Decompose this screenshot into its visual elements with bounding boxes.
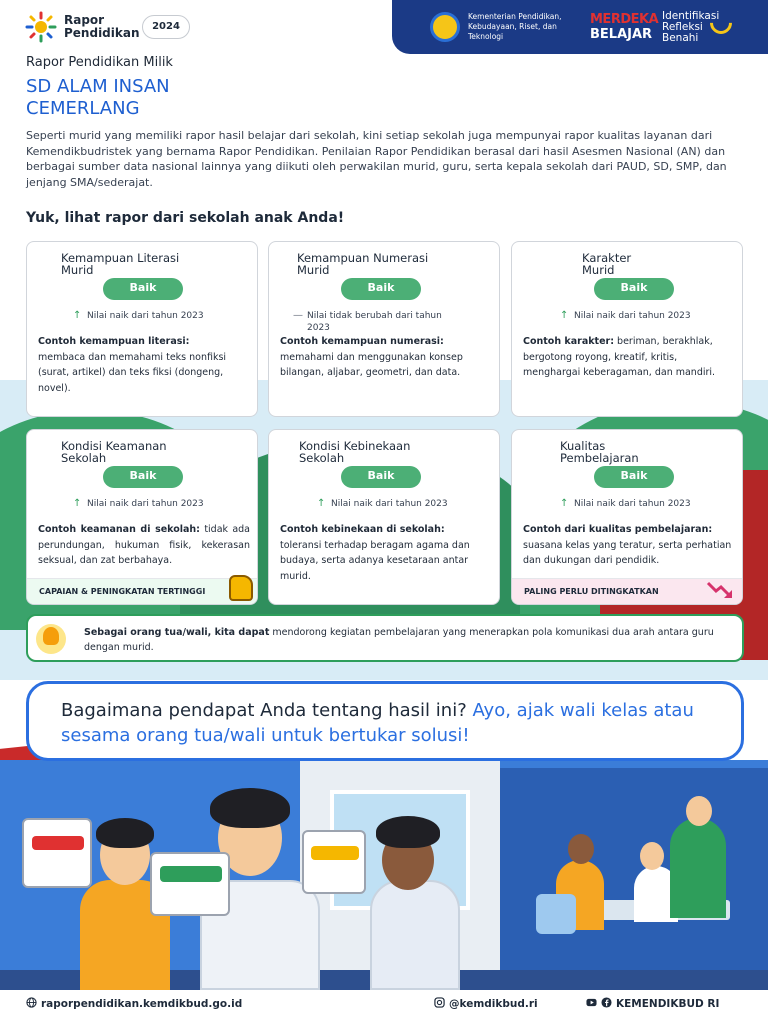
footer-label: PALING PERLU DITINGKATKAN: [524, 587, 659, 596]
trend-text: [73, 310, 217, 322]
girl-hair: [376, 816, 440, 848]
highlight-footer: [27, 578, 257, 604]
tip-rest: mendorong kegiatan pembelajaran yang menerapkan pola komunikasi dua arah antara guru dengan murid.: [84, 627, 714, 653]
card-karakter[interactable]: [511, 241, 743, 417]
trend-text: [73, 498, 217, 510]
tip-text: [84, 625, 734, 655]
desc-body: beriman, berakhlak, bergotong royong, kreatif, kritis, menghargai keberagaman, dan mandiri.: [523, 336, 716, 378]
thumbs-up-icon: [229, 575, 253, 601]
card-keamanan[interactable]: [26, 429, 258, 605]
card-description: [523, 522, 735, 578]
logo-line-1: Rapor: [64, 13, 105, 27]
desc-label: Contoh keamanan di sekolah:: [38, 524, 200, 535]
tip-bold: Sebagai orang tua/wali, kita dapat: [84, 627, 270, 638]
card-description: [38, 522, 250, 569]
government-banner: [392, 0, 768, 54]
card-title: Kualitas Pembelajaran: [560, 440, 639, 465]
desc-body: memahami dan menggunakan konsep bilangan, aljabar, geometri, dan data.: [280, 351, 463, 378]
irb-line-2: Refleksi: [662, 21, 703, 33]
globe-icon: [26, 997, 37, 1008]
bar-yellow: [311, 846, 359, 860]
arrow-up-icon: ↑: [73, 310, 82, 321]
lightbulb-glyph-icon: [43, 627, 59, 645]
website-text: raporpendidikan.kemdikbud.go.id: [41, 998, 243, 1010]
parent-tip: [26, 614, 744, 662]
question-text: [61, 698, 721, 748]
year-badge: 2024: [142, 15, 190, 39]
card-title: Kondisi Keamanan Sekolah: [61, 440, 167, 465]
header: [0, 0, 768, 52]
dash-icon: —: [293, 310, 303, 321]
card-title: Kemampuan Numerasi Murid: [297, 252, 429, 277]
intro-paragraph: Seperti murid yang memiliki rapor hasil belajar dari sekolah, kini setiap sekolah juga mempunyai rapor kualitas layanan dari Kemendikbudristek yang bernama Rapor Pendidikan. Penilaian Rapor Pendidikan berasal dari hasil Asesmen Nasional (AN) dan berbagai sumber data nasional lainnya yang diikuti oleh perwakilan murid, guru, serta kepala sekolah dari PAUD, SD, SMP, dan jenjang SMA/sederajat.: [26, 129, 727, 189]
irb-line-3: Benahi: [662, 32, 699, 44]
trend-text: [560, 310, 704, 322]
standing-man-body: [670, 818, 726, 918]
desc-label: Contoh kebinekaan di sekolah:: [280, 524, 445, 535]
question-highlight: Ayo, ajak wali kelas atau sesama orang tua/wali untuk bertukar solusi!: [61, 700, 694, 746]
card-description: [280, 522, 492, 584]
school-name: SD ALAM INSAN CEMERLANG: [26, 76, 170, 119]
page-subtitle: Rapor Pendidikan Milik: [26, 55, 173, 70]
merdeka-line-1: MERDEKA: [590, 12, 659, 27]
arrow-up-icon: ↑: [560, 310, 569, 321]
cta-heading: Yuk, lihat rapor dari sekolah anak Anda!: [26, 210, 345, 226]
youtube-icon: [586, 997, 597, 1008]
man-center-hair: [210, 788, 290, 828]
trend-text: [560, 498, 704, 510]
bubble-yellow: [302, 830, 366, 894]
status-badge: Baik: [341, 278, 421, 300]
bubble-green: [150, 852, 230, 916]
card-title: Kondisi Kebinekaan Sekolah: [299, 440, 411, 465]
social-text: KEMENDIKBUD RI: [616, 998, 720, 1010]
question-banner: [26, 681, 744, 761]
desc-label: Contoh dari kualitas pembelajaran:: [523, 524, 713, 535]
girl-body: [370, 880, 460, 990]
card-kebinekaan[interactable]: [268, 429, 500, 605]
card-description: [280, 334, 492, 381]
card-numerasi[interactable]: [268, 241, 500, 417]
facebook-icon: [601, 997, 612, 1008]
footer-label: CAPAIAN & PENINGKATAN TERTINGGI: [39, 587, 206, 596]
desc-label: Contoh karakter:: [523, 336, 615, 347]
irb-line-1: Identifikasi: [662, 10, 720, 22]
trend-text: [317, 498, 461, 510]
standing-man-head: [686, 796, 712, 826]
trend-text: [293, 310, 467, 334]
desc-body: suasana kelas yang teratur, serta perhatian dan dukungan dari pendidik.: [523, 539, 732, 566]
bubble-red: [22, 818, 92, 888]
card-literasi[interactable]: [26, 241, 258, 417]
bar-red: [32, 836, 84, 850]
desc-label: Contoh kemampuan numerasi:: [280, 336, 444, 347]
card-description: [523, 334, 735, 381]
card-title: Karakter Murid: [582, 252, 632, 277]
card-title: Kemampuan Literasi Murid: [61, 252, 180, 277]
chair: [536, 894, 576, 934]
desc-label: Contoh kemampuan literasi:: [38, 336, 190, 347]
improvement-footer: [512, 578, 742, 604]
footer: [0, 990, 768, 1024]
logo-wordmark: [64, 14, 140, 40]
trend-label: Nilai naik dari tahun 2023: [574, 499, 691, 509]
status-badge: Baik: [341, 466, 421, 488]
instagram-link[interactable]: [434, 997, 554, 1010]
card-pembelajaran[interactable]: [511, 429, 743, 605]
social-link[interactable]: [586, 997, 766, 1010]
logo-line-2: Pendidikan: [64, 26, 140, 40]
instagram-text: @kemdikbud.ri: [449, 998, 538, 1010]
merdeka-belajar-logo: [590, 12, 658, 42]
arrow-up-icon: ↑: [560, 498, 569, 509]
arrow-up-icon: ↑: [317, 498, 326, 509]
tut-wuri-handayani-icon: [430, 12, 460, 42]
seated-man-head: [568, 834, 594, 864]
trend-label: Nilai naik dari tahun 2023: [574, 311, 691, 321]
desc-body: tidak ada perundungan, hukuman fisik, kekerasan seksual, dan zat berbahaya.: [38, 524, 251, 566]
sun-logo-icon: [24, 10, 58, 44]
arrow-up-icon: ↑: [73, 498, 82, 509]
woman-left-hair: [96, 818, 154, 848]
trend-label: Nilai naik dari tahun 2023: [331, 499, 448, 509]
trend-label: Nilai naik dari tahun 2023: [87, 311, 204, 321]
status-badge: Baik: [594, 278, 674, 300]
bar-green: [160, 866, 222, 882]
rapor-pendidikan-logo[interactable]: [24, 10, 140, 44]
trend-label: Nilai naik dari tahun 2023: [87, 499, 204, 509]
desc-body: membaca dan memahami teks nonfiksi (surat, artikel) dan teks fiksi (dongeng, novel).: [38, 351, 227, 394]
status-badge: Baik: [103, 278, 183, 300]
question-plain: Bagaimana pendapat Anda tentang hasil ini?: [61, 700, 473, 721]
card-description: [38, 334, 250, 396]
building-right: [500, 768, 768, 990]
seated-woman-head: [640, 842, 664, 870]
status-badge: Baik: [594, 466, 674, 488]
instagram-icon: [434, 997, 445, 1008]
website-link[interactable]: [26, 997, 246, 1010]
status-badge: Baik: [103, 466, 183, 488]
desc-body: toleransi terhadap beragam agama dan budaya, serta adanya kesetaraan antar murid.: [280, 539, 470, 582]
trend-down-icon: [706, 579, 734, 601]
merdeka-line-2: BELAJAR: [590, 27, 653, 42]
ministry-name: Kementerian Pendidikan, Kebudayaan, Riset, dan Teknologi: [468, 12, 562, 41]
trend-label: Nilai tidak berubah dari tahun 2023: [307, 311, 442, 333]
